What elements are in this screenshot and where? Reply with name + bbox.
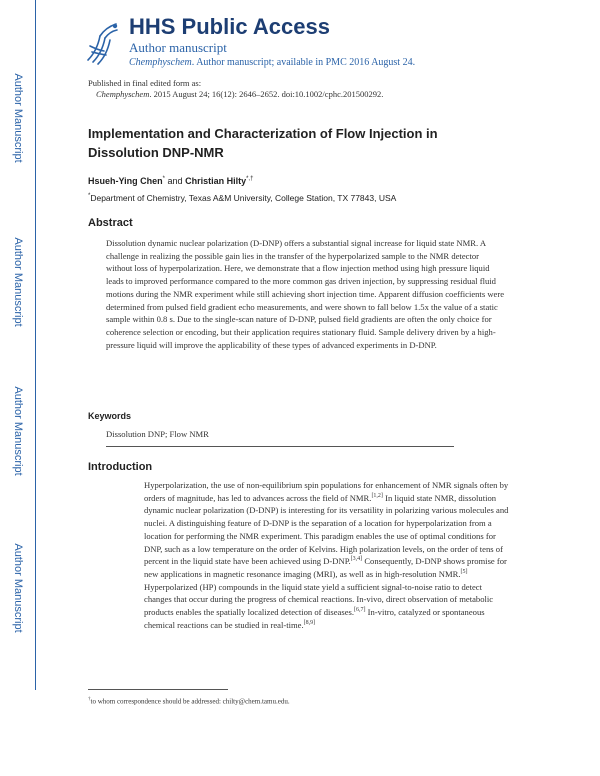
citation-ref: [8,9] bbox=[303, 619, 316, 626]
author-manuscript-subtitle: Author manuscript bbox=[129, 40, 227, 55]
citation-journal: Chemphyschem bbox=[96, 89, 150, 99]
intro-sentence: Hyperpolarized (HP) compounds in the liquid state yield a sufficient signal-to-noise ratio to detect changes that occur during the progress of chemical reactions. In-vivo, direct observation of metabolic products enables the spatially localized detection of diseases. bbox=[144, 581, 494, 618]
intro-sentence: Consequently, D-DNP shows promise for new applications in magnetic resonance imaging (MRI), as well as in high-resolution NMR. bbox=[144, 556, 507, 579]
pmc-availability bbox=[129, 57, 415, 68]
citation-ref: [3,4] bbox=[350, 556, 363, 563]
affiliation bbox=[88, 193, 396, 203]
citation-ref: [1,2] bbox=[371, 492, 383, 499]
hhs-public-access-title: HHS Public Access bbox=[129, 14, 330, 39]
sidebar-label: Author Manuscript bbox=[12, 237, 24, 327]
author-mark: *,† bbox=[246, 176, 254, 182]
author-list bbox=[88, 176, 253, 186]
intro-sentence: In liquid state NMR, dissolution dynamic nuclear polarization (D-DNP) is interesting for its versatility in polarizing various molecules and nuclei. A distinguishing feature of D-DNP is the separation of a location for hyperpolarization from a location for performing the NMR experiment. This paradigm enables the use of optimal conditions for DNP, such as a low temperature on the order of Kelvins. High polarization levels, on the order of tens of percent in the liquid state have been achieved using D-DNP. bbox=[144, 492, 509, 567]
abstract-text: Dissolution dynamic nuclear polarization (D-DNP) offers a substantial signal increase for liquid state NMR. A challenge in realizing the possible gain lies in the transfer of the hyperpolarized sample to the NMR detector without loss of hyperpolarization. Here, we demonstrate that a flow injection method using high pressure liquid leads to improved performance compared to the more common gas driven injection, by suppressing residual fluid motions during the NMR experiment while still achieving short injection time. Apparent diffusion coefficients were determined from pulsed field gradient echo measurements, and were shown to fall below 1.5x the value of a static sample within 0.8 s. Due to the single-scan nature of D-DNP, pulsed field gradients are often the only choice for coherence selection or encoding, but their application requires stationary fluid. Sample delivery driven by a high-pressure liquid will improve the applicability of these types of advanced experiments in D-DNP. bbox=[106, 238, 505, 350]
availability-text: . Author manuscript; available in PMC 2016 August 24. bbox=[191, 57, 416, 68]
sidebar-divider bbox=[35, 0, 36, 690]
author-name: Christian Hilty bbox=[185, 176, 247, 186]
author-conjunction: and bbox=[167, 176, 183, 186]
hhs-eagle-icon bbox=[84, 16, 120, 68]
keywords-text: Dissolution DNP; Flow NMR bbox=[106, 429, 209, 439]
introduction-text bbox=[144, 479, 509, 631]
paper-title: Implementation and Characterization of Flow Injection in Dissolution DNP-NMR bbox=[88, 126, 438, 160]
citation-ref: [5] bbox=[460, 569, 468, 576]
citation-details: . 2015 August 24; 16(12): 2646–2652. doi:10.1002/cphc.201500292. bbox=[149, 89, 384, 99]
sidebar-label: Author Manuscript bbox=[12, 386, 24, 476]
intro-sentence: Hyperpolarization, the use of non-equilibrium spin populations for enhancement of NMR signals often by orders of magnitude, has led to advances across the field of NMR. bbox=[144, 480, 509, 503]
introduction-heading: Introduction bbox=[88, 461, 153, 473]
footnote-mark: † bbox=[88, 697, 91, 702]
journal-name: Chemphyschem bbox=[129, 57, 192, 68]
affiliation-text: Department of Chemistry, Texas A&M University, College Station, TX 77843, USA bbox=[90, 193, 397, 203]
sidebar-label: Author Manuscript bbox=[12, 73, 24, 163]
published-note: Published in final edited form as: bbox=[88, 78, 202, 88]
intro-sentence: In-vitro, catalyzed or spontaneous chemical reactions can be studied in real-time. bbox=[144, 607, 485, 630]
abstract-heading: Abstract bbox=[88, 217, 133, 229]
author-name: Hsueh-Ying Chen bbox=[88, 176, 163, 186]
footnote-text: to whom correspondence should be addressed: chilty@chem.tamu.edu. bbox=[90, 697, 290, 706]
sidebar-label: Author Manuscript bbox=[12, 543, 24, 633]
keywords-divider bbox=[106, 446, 454, 447]
keywords-heading: Keywords bbox=[88, 411, 132, 421]
author-manuscript-sidebar bbox=[0, 0, 36, 690]
footnote bbox=[88, 697, 290, 705]
footnote-divider bbox=[88, 689, 228, 690]
author-mark: * bbox=[162, 176, 166, 182]
affiliation-mark: * bbox=[88, 193, 91, 200]
citation-ref: [6,7] bbox=[354, 607, 366, 614]
publication-citation bbox=[96, 89, 383, 99]
